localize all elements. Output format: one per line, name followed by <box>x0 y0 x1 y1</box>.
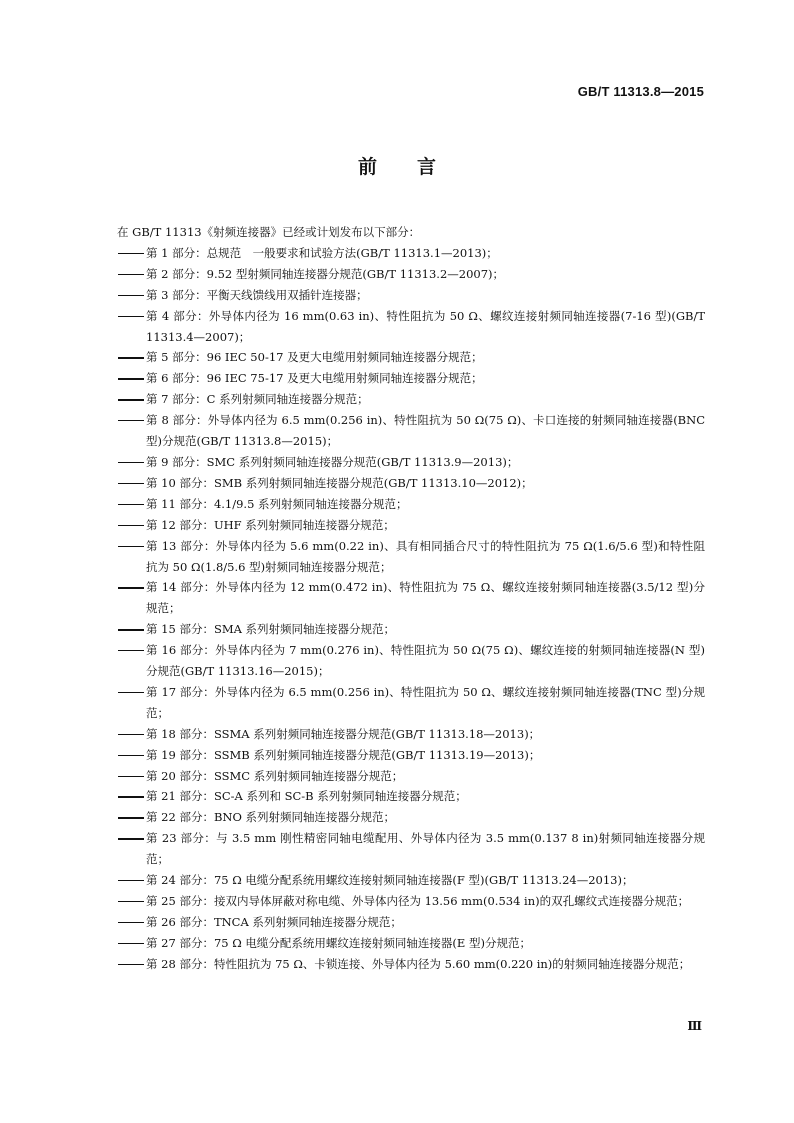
list-item-text: 第 16 部分：外导体内径为 7 mm(0.276 in)、特性阻抗为 50 Ω(75 Ω)、螺纹连接的射频同轴连接器(N 型)分规范(GB/T 11313.16—2015)； <box>146 643 705 679</box>
em-dash-marker <box>117 347 146 368</box>
list-item-text: 第 20 部分：SSMC 系列射频同轴连接器分规范； <box>146 768 404 783</box>
list-item-text: 第 11 部分：4.1/9.5 系列射频同轴连接器分规范； <box>146 496 408 511</box>
list-item <box>117 724 705 745</box>
list-item-text: 第 15 部分：SMA 系列射频同轴连接器分规范； <box>146 622 396 637</box>
list-item <box>117 536 705 578</box>
standard-number: GB/T 11313.8—2015 <box>577 84 704 99</box>
list-item <box>117 682 705 724</box>
list-item-text: 第 5 部分：96 IEC 50-17 及更大电缆用射频同轴连接器分规范； <box>146 350 483 365</box>
page-number: Ⅲ <box>687 1019 702 1033</box>
list-item-text: 第 28 部分：特性阻抗为 75 Ω、卡锁连接、外导体内径为 5.60 mm(0.220 in)的射频同轴连接器分规范； <box>146 956 691 971</box>
list-item-text: 第 1 部分：总规范 一般要求和试验方法(GB/T 11313.1—2013)； <box>146 245 498 260</box>
list-item <box>117 807 705 828</box>
em-dash-marker <box>117 891 146 912</box>
em-dash-marker <box>117 870 146 891</box>
list-item-text: 第 27 部分：75 Ω 电缆分配系统用螺纹连接射频同轴连接器(E 型)分规范； <box>146 935 531 950</box>
list-item-text: 第 14 部分：外导体内径为 12 mm(0.472 in)、特性阻抗为 75 Ω、螺纹连接射频同轴连接器(3.5/12 型)分规范； <box>146 580 705 616</box>
em-dash-marker <box>117 368 146 389</box>
list-item <box>117 933 705 954</box>
list-item-text: 第 18 部分：SSMA 系列射频同轴连接器分规范(GB/T 11313.18—2013)； <box>146 726 541 741</box>
list-item <box>117 515 705 536</box>
em-dash-marker <box>117 577 146 598</box>
list-item <box>117 640 705 682</box>
intro-paragraph: 在 GB/T 11313《射频连接器》已经或计划发布以下部分： <box>117 225 421 239</box>
em-dash-marker <box>117 536 146 557</box>
list-item-text: 第 23 部分：与 3.5 mm 刚性精密同轴电缆配用、外导体内径为 3.5 mm(0.137 8 in)射频同轴连接器分规范； <box>146 831 705 867</box>
list-item <box>117 577 705 619</box>
em-dash-marker <box>117 494 146 515</box>
list-item-text: 第 21 部分：SC-A 系列和 SC-B 系列射频同轴连接器分规范； <box>146 789 467 804</box>
em-dash-marker <box>117 807 146 828</box>
em-dash-marker <box>117 389 146 410</box>
em-dash-marker <box>117 745 146 766</box>
em-dash-marker <box>117 766 146 787</box>
list-item-text: 第 2 部分：9.52 型射频同轴连接器分规范(GB/T 11313.2—2007)； <box>146 266 505 281</box>
em-dash-marker <box>117 285 146 306</box>
list-item <box>117 285 705 306</box>
em-dash-marker <box>117 828 146 849</box>
list-item <box>117 473 705 494</box>
list-item-text: 第 3 部分：平衡天线馈线用双插针连接器； <box>146 287 368 302</box>
em-dash-marker <box>117 619 146 640</box>
em-dash-marker <box>117 452 146 473</box>
em-dash-marker <box>117 786 146 807</box>
list-item-text: 第 19 部分：SSMB 系列射频同轴连接器分规范(GB/T 11313.19—2013)； <box>146 747 541 762</box>
list-item <box>117 745 705 766</box>
list-item <box>117 954 705 975</box>
list-item-text: 第 12 部分：UHF 系列射频同轴连接器分规范； <box>146 517 395 532</box>
list-item-text: 第 7 部分：C 系列射频同轴连接器分规范； <box>146 392 369 407</box>
parts-list <box>117 243 705 975</box>
em-dash-marker <box>117 912 146 933</box>
em-dash-marker <box>117 473 146 494</box>
em-dash-marker <box>117 724 146 745</box>
list-item-text: 第 17 部分：外导体内径为 6.5 mm(0.256 in)、特性阻抗为 50 Ω、螺纹连接射频同轴连接器(TNC 型)分规范； <box>146 684 705 720</box>
list-item-text: 第 13 部分：外导体内径为 5.6 mm(0.22 in)、具有相同插合尺寸的特性阻抗为 75 Ω(1.6/5.6 型)和特性阻抗为 50 Ω(1.8/5.6 型)射频同轴连接器分规范； <box>146 538 705 574</box>
em-dash-marker <box>117 410 146 431</box>
list-item <box>117 243 705 264</box>
list-item <box>117 306 705 348</box>
list-item <box>117 619 705 640</box>
em-dash-marker <box>117 640 146 661</box>
list-item <box>117 452 705 473</box>
em-dash-marker <box>117 682 146 703</box>
foreword-body <box>117 222 705 975</box>
page-title: 前言 <box>357 156 476 178</box>
list-item <box>117 766 705 787</box>
list-item <box>117 828 705 870</box>
list-item <box>117 870 705 891</box>
list-item-text: 第 22 部分：BNO 系列射频同轴连接器分规范； <box>146 810 396 825</box>
list-item <box>117 912 705 933</box>
list-item <box>117 264 705 285</box>
list-item <box>117 368 705 389</box>
list-item <box>117 494 705 515</box>
list-item-text: 第 9 部分：SMC 系列射频同轴连接器分规范(GB/T 11313.9—2013)； <box>146 454 519 469</box>
list-item-text: 第 24 部分：75 Ω 电缆分配系统用螺纹连接射频同轴连接器(F 型)(GB/T 11313.24—2013)； <box>146 873 634 888</box>
list-item-text: 第 8 部分：外导体内径为 6.5 mm(0.256 in)、特性阻抗为 50 Ω(75 Ω)、卡口连接的射频同轴连接器(BNC 型)分规范(GB/T 11313.8—2015)； <box>146 413 705 449</box>
em-dash-marker <box>117 933 146 954</box>
list-item <box>117 347 705 368</box>
list-item-text: 第 4 部分：外导体内径为 16 mm(0.63 in)、特性阻抗为 50 Ω、螺纹连接射频同轴连接器(7-16 型)(GB/T 11313.4—2007)； <box>146 308 705 344</box>
list-item <box>117 410 705 452</box>
list-item-text: 第 26 部分：TNCA 系列射频同轴连接器分规范； <box>146 914 402 929</box>
list-item <box>117 786 705 807</box>
em-dash-marker <box>117 243 146 264</box>
em-dash-marker <box>117 515 146 536</box>
list-item-text: 第 6 部分：96 IEC 75-17 及更大电缆用射频同轴连接器分规范； <box>146 371 483 386</box>
list-item-text: 第 25 部分：接双内导体屏蔽对称电缆、外导体内径为 13.56 mm(0.534 in)的双孔螺纹式连接器分规范； <box>146 894 690 908</box>
list-item <box>117 389 705 410</box>
em-dash-marker <box>117 954 146 975</box>
em-dash-marker <box>117 264 146 285</box>
list-item <box>117 891 705 912</box>
list-item-text: 第 10 部分：SMB 系列射频同轴连接器分规范(GB/T 11313.10—2012)； <box>146 475 533 490</box>
em-dash-marker <box>117 306 146 327</box>
